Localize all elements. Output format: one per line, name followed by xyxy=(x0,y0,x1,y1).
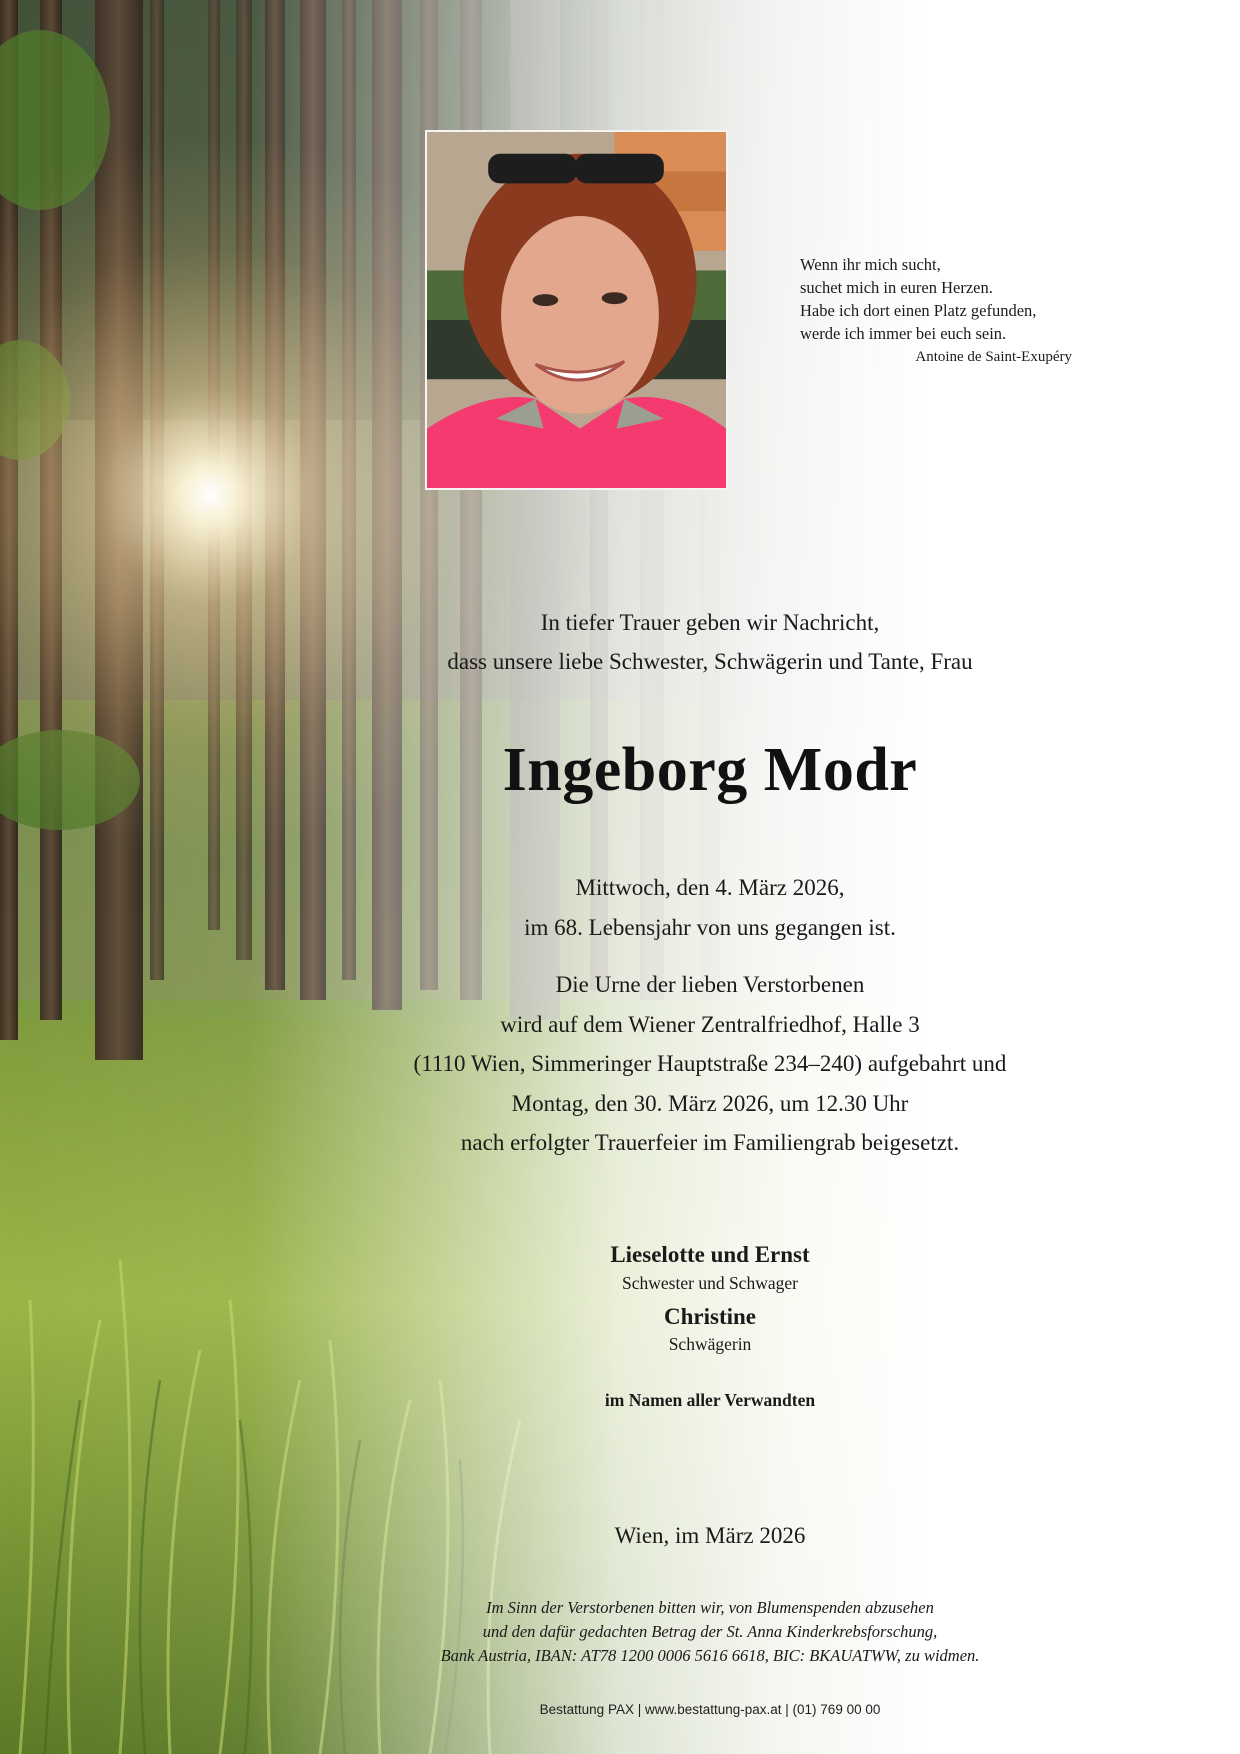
intro-line: dass unsere liebe Schwester, Schwägerin und Tante, Frau xyxy=(447,649,973,674)
death-line: im 68. Lebensjahr von uns gegangen ist. xyxy=(524,915,896,940)
quote-line: Habe ich dort einen Platz gefunden, xyxy=(800,301,1037,320)
death-details xyxy=(340,868,1080,948)
funeral-line: nach erfolgter Trauerfeier im Familiengrab beigesetzt. xyxy=(460,1130,960,1155)
quote-line: Wenn ihr mich sucht, xyxy=(800,255,941,274)
on-behalf-line: im Namen aller Verwandten xyxy=(604,1390,816,1410)
quote-line: werde ich immer bei euch sein. xyxy=(800,324,1007,343)
funeral-line: Montag, den 30. März 2026, um 12.30 Uhr xyxy=(511,1090,909,1116)
funeral-details xyxy=(340,965,1080,1163)
place-and-date: Wien, im März 2026 xyxy=(614,1523,806,1548)
donation-note xyxy=(340,1596,1080,1668)
donation-note-line: Bank Austria, IBAN: AT78 1200 0006 5616 6618, BIC: BKAUATWW, zu widmen. xyxy=(440,1646,980,1665)
donation-note-line: Im Sinn der Verstorbenen bitten wir, von Blumenspenden abzusehen xyxy=(486,1598,934,1617)
quote-line: suchet mich in euren Herzen. xyxy=(800,278,993,297)
announcement-intro xyxy=(340,603,1080,681)
mourner-relation: Schwester und Schwager xyxy=(622,1273,798,1293)
funeral-line: (1110 Wien, Simmeringer Hauptstraße 234–240) aufgebahrt und xyxy=(413,1051,1007,1076)
deceased-name: Ingeborg Modr xyxy=(502,736,918,804)
funeral-line: wird auf dem Wiener Zentralfriedhof, Halle 3 xyxy=(500,1011,920,1037)
mourner-relation: Schwägerin xyxy=(668,1334,752,1354)
donation-note-line: und den dafür gedachten Betrag der St. Anna Kinderkrebsforschung, xyxy=(482,1622,938,1641)
funeral-home-footer: Bestattung PAX | www.bestattung-pax.at | (01) 769 00 00 xyxy=(539,1702,881,1717)
intro-line: In tiefer Trauer geben wir Nachricht, xyxy=(540,610,880,635)
quote-author: Antoine de Saint-Exupéry xyxy=(915,349,1072,365)
portrait-photo xyxy=(425,130,728,490)
mourner-name: Lieselotte und Ernst xyxy=(610,1242,810,1267)
mourner-name: Christine xyxy=(664,1304,756,1329)
death-line: Mittwoch, den 4. März 2026, xyxy=(575,875,845,900)
epitaph-quote xyxy=(800,253,1100,369)
funeral-line: Die Urne der lieben Verstorbenen xyxy=(555,972,865,997)
